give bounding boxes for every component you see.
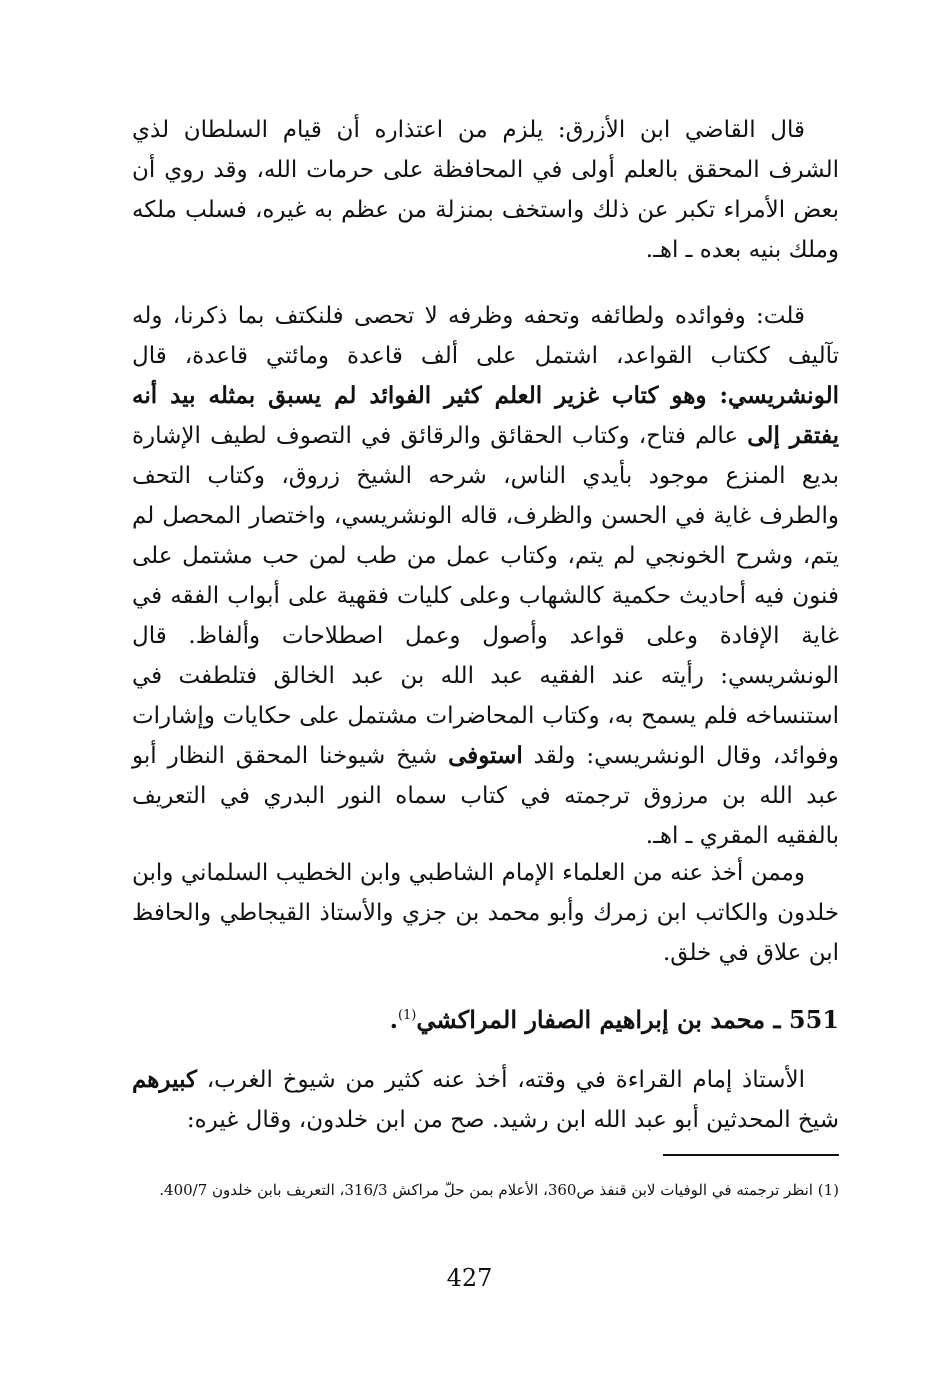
works-text-part1: قلت: وفوائده ولطائفه وتحفه وظرفه لا تحصى فلنكتف بما ذكرنا، وله تآليف ككتاب القواعد، اشتمل على ألف قاعدة ومائتي قاعدة، قال <box>132 303 839 369</box>
footnote: (1) انظر ترجمته في الوفيات لابن قنفذ ص360، الأعلام بمن حلّ مراكش 316/3، التعريف بابن خلدون 400/7. <box>159 1181 839 1199</box>
entry-heading <box>132 1000 839 1040</box>
paragraph-entry-body <box>132 1060 839 1140</box>
works-bold-istawfa: استوفى <box>448 742 523 769</box>
works-text-part3: شيخ شيوخنا المحقق النظار أبو عبد الله بن مرزوق ترجمته في كتاب سماه النور البدري في التعريف بالفقيه المقري ـ اهـ. <box>132 743 839 849</box>
footnote-divider <box>663 1154 839 1156</box>
paragraph-ibn-al-azraq: قال القاضي ابن الأزرق: يلزم من اعتذاره أن قيام السلطان لذي الشرف المحقق بالعلم أولى في المحافظة على حرمات الله، وقد روي أن بعض الأمراء تكبر عن ذلك واستخف بمنزلة من عظم به غيره، فسلب ملكه وملك بنيه بعده ـ اهـ. <box>132 117 839 263</box>
works-bold-wansharisi: الونشريسي: وهو كتاب غزير العلم كثير الفوائد لم يسبق بمثله بيد أنه يفتقر إلى <box>132 382 839 449</box>
entry-body-bold: كبيرهم <box>132 1066 197 1093</box>
paragraph-works <box>132 296 839 856</box>
entry-body-part1: الأستاذ إمام القراءة في وقته، أخذ عنه كثير من شيوخ الغرب، <box>196 1067 805 1093</box>
paragraph-students: وممن أخذ عنه من العلماء الإمام الشاطبي وابن الخطيب السلماني وابن خلدون والكاتب ابن زمرك وأبو محمد بن جزي والأستاذ القيجاطي والحافظ ابن علاق في خلق. <box>132 860 839 966</box>
entry-body-part2: شيخ المحدثين أبو عبد الله ابن رشيد. صح من ابن خلدون، وقال غيره: <box>186 1107 839 1133</box>
entry-title: 551 ـ محمد بن إبراهيم الصفار المراكشي <box>416 1005 839 1034</box>
page-number: 427 <box>446 1264 493 1292</box>
footnote-marker: (1) <box>397 1008 417 1023</box>
entry-heading-end: . <box>389 1005 398 1034</box>
works-text-part2: عالم فتاح، وكتاب الحقائق والرقائق في التصوف لطيف الإشارة بديع المنزع موجود بأيدي الناس، شرحه الشيخ زروق، وكتاب التحف والطرف غاية في الحسن والظرف، قاله الونشريسي، واختصار المحصل لم يتم، وشرح الخونجي لم يتم، وكتاب عمل من طب لمن حب مشتمل على فنون فيه أحاديث حكمية كالشهاب وعلى كليات فقهية على أبواب الفقه في غاية الإفادة وعلى قواعد وأصول وعمل اصطلاحات وألفاظ. قال الونشريسي: رأيته عند الفقيه عبد الله بن عبد الخالق فتلطفت في استنساخه فلم يسمح به، وكتاب المحاضرات مشتمل على حكايات وإشارات وفوائد، وقال الونشريسي: ولقد <box>132 423 839 769</box>
